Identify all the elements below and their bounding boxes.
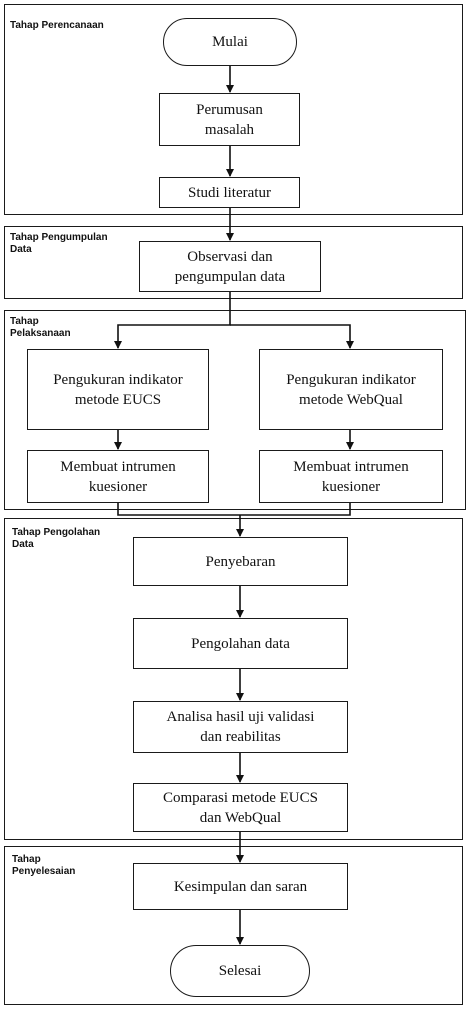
step-comparasi: Comparasi metode EUCS dan WebQual bbox=[133, 783, 348, 832]
step-perumusan-masalah: Perumusan masalah bbox=[159, 93, 300, 146]
phase-pengumpulan-label: Tahap Pengumpulan Data bbox=[10, 232, 108, 255]
step-indikator-eucs: Pengukuran indikator metode EUCS bbox=[27, 349, 209, 430]
step-analisa: Analisa hasil uji validasi dan reabilitas bbox=[133, 701, 348, 753]
step-studi-literatur: Studi literatur bbox=[159, 177, 300, 208]
step-pengolahan-data: Pengolahan data bbox=[133, 618, 348, 669]
step-instrumen-right: Membuat intrumen kuesioner bbox=[259, 450, 443, 503]
connector-observasi-split-right bbox=[230, 325, 350, 348]
connector-observasi-split bbox=[118, 292, 230, 348]
step-kesimpulan: Kesimpulan dan saran bbox=[133, 863, 348, 910]
phase-pengolahan-label: Tahap Pengolahan Data bbox=[12, 527, 101, 550]
end-terminal: Selesai bbox=[170, 945, 310, 997]
phase-pelaksanaan-label: Tahap Pelaksanaan bbox=[10, 316, 71, 339]
phase-perencanaan-label: Tahap Perencanaan bbox=[10, 20, 104, 31]
connector-merge-right bbox=[240, 503, 350, 515]
step-instrumen-left: Membuat intrumen kuesioner bbox=[27, 450, 209, 503]
step-observasi: Observasi dan pengumpulan data bbox=[139, 241, 321, 292]
connector-merge-left bbox=[118, 503, 240, 515]
step-indikator-webqual: Pengukuran indikator metode WebQual bbox=[259, 349, 443, 430]
step-penyebaran: Penyebaran bbox=[133, 537, 348, 586]
start-terminal: Mulai bbox=[163, 18, 297, 66]
phase-penyelesaian-label: Tahap Penyelesaian bbox=[12, 854, 76, 877]
